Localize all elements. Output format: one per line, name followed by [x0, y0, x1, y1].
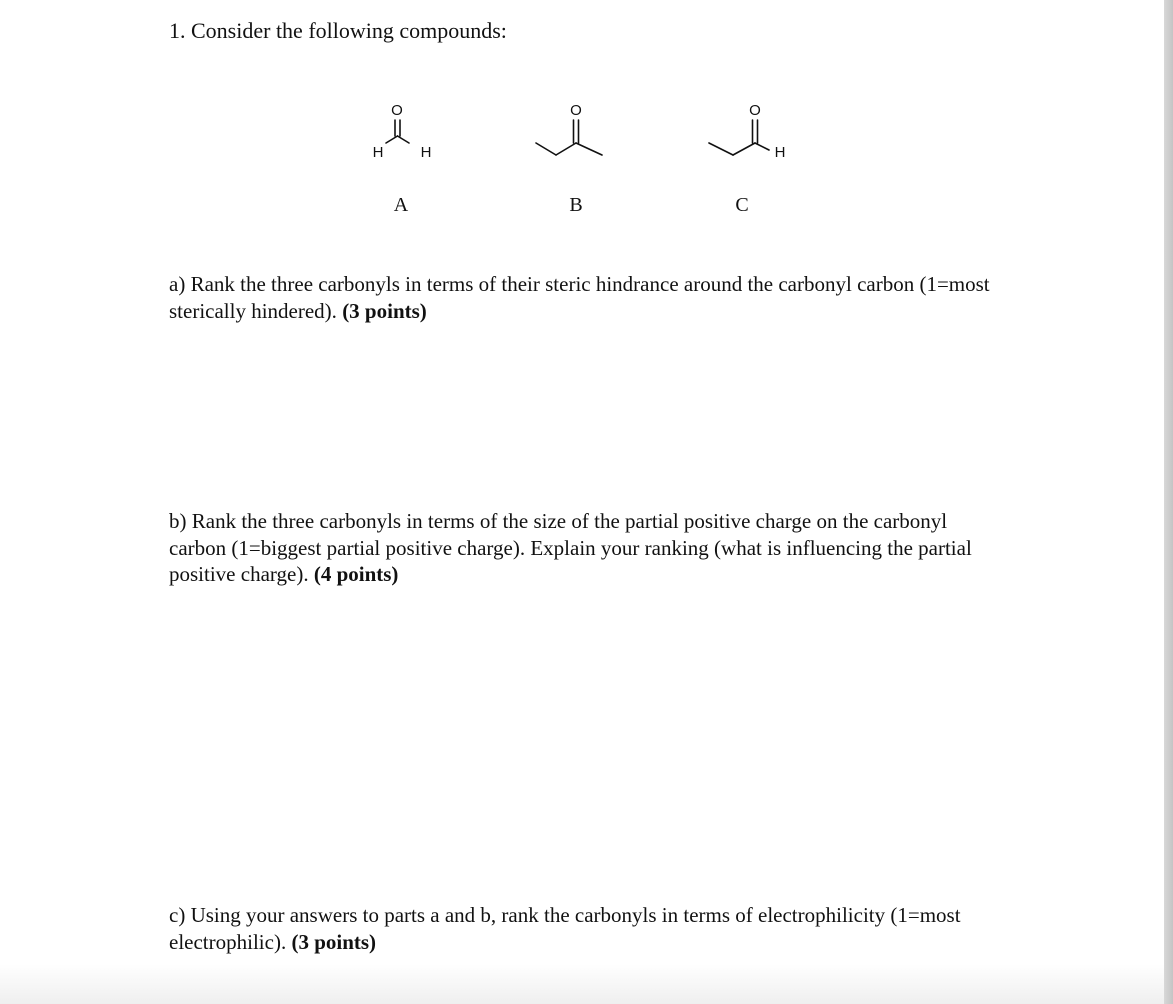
compound-a-ch-bond-right	[398, 136, 410, 143]
part-a-question	[169, 271, 999, 324]
compound-a-ch-bond-left	[386, 136, 398, 143]
part-a-points: (3 points)	[342, 298, 427, 323]
compound-c-label: C	[735, 194, 749, 216]
page-bottom-shadow	[0, 964, 1164, 1004]
compound-b-cc-bond-left	[556, 143, 576, 155]
page-edge	[1164, 0, 1173, 1004]
compound-b-label: B	[569, 194, 583, 216]
part-b-points: (4 points)	[313, 562, 399, 586]
compound-c-structure	[703, 98, 799, 162]
part-c-points: (3 points)	[291, 929, 377, 954]
part-b-text: b) Rank the three carbonyls in terms of the size of the partial positive charge on the carbonyl carbon (1=biggest partial positive charge). Explain your ranking (what is influencing the partial positive charge).	[169, 509, 972, 586]
part-b-question	[169, 508, 999, 588]
compound-b-methyl-bond-left	[536, 143, 556, 155]
question-title: 1. Consider the following compounds:	[169, 18, 507, 43]
compound-c-ch-bond	[755, 143, 769, 150]
compound-a-right-hydrogen: H	[420, 144, 432, 161]
compound-a-label: A	[393, 194, 409, 216]
compound-b-oxygen: O	[570, 102, 582, 119]
compound-c-cc-bond-1	[733, 143, 755, 155]
compound-b-cc-bond-right	[576, 143, 602, 155]
compound-b-structure	[530, 98, 610, 162]
compound-a-oxygen: O	[391, 102, 403, 119]
part-c-question	[169, 902, 999, 955]
compound-a-left-hydrogen: H	[372, 144, 384, 161]
compound-c-cc-bond-2	[709, 143, 733, 155]
compound-c-oxygen: O	[749, 102, 761, 119]
part-a-text: a) Rank the three carbonyls in terms of their steric hindrance around the carbonyl carbon (1=most sterically hindered).	[169, 272, 990, 323]
compound-a-structure	[366, 98, 438, 162]
compound-c-hydrogen: H	[774, 144, 786, 161]
part-c-text: c) Using your answers to parts a and b, rank the carbonyls in terms of electrophilicity (1=most electrophilic).	[169, 903, 961, 954]
